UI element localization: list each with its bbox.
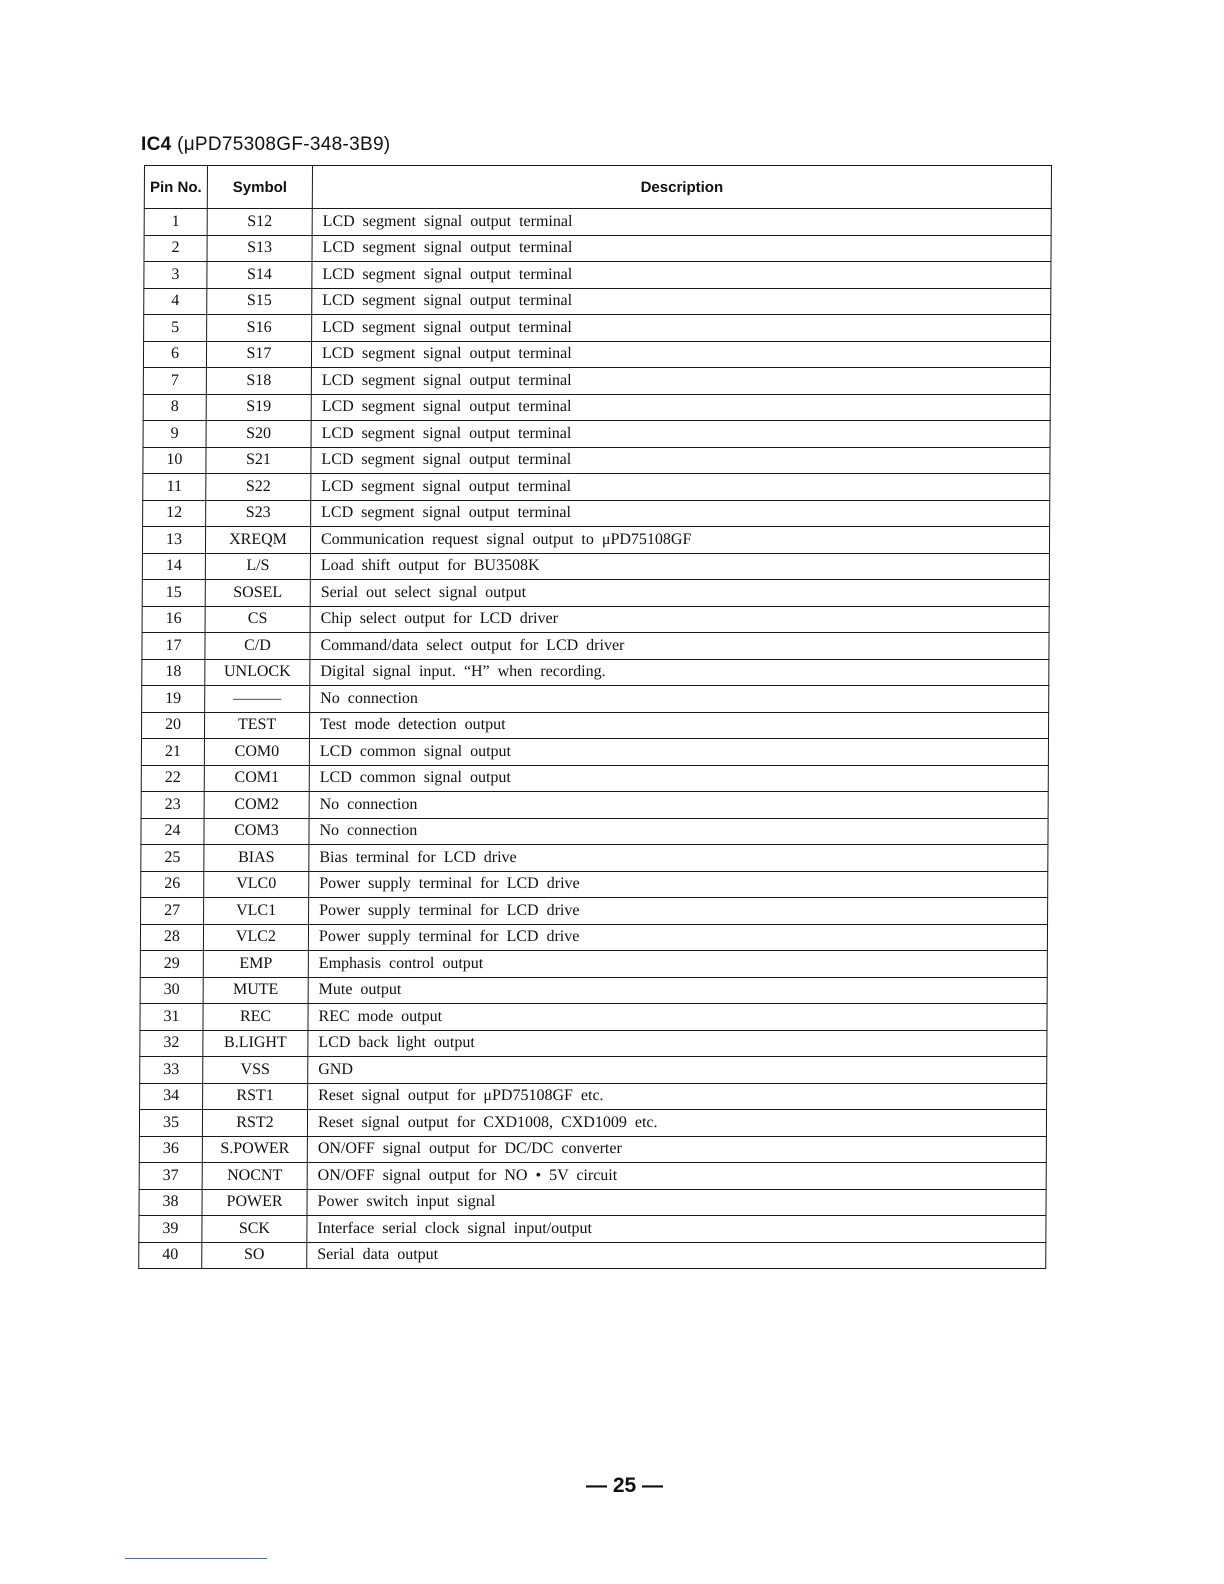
table-row (142, 527, 1049, 554)
pin-number-cell: 30 (140, 977, 203, 1004)
description-cell: No connection (309, 792, 1048, 819)
pin-number-cell: 38 (139, 1189, 202, 1216)
table-row (143, 368, 1050, 395)
table-header (144, 166, 1051, 209)
table-row (141, 871, 1048, 898)
pin-number-cell: 14 (142, 553, 205, 580)
description-cell: Serial out select signal output (310, 580, 1049, 607)
pin-number-cell: 8 (143, 394, 206, 421)
table-row (143, 394, 1050, 421)
pin-number-cell: 20 (141, 712, 204, 739)
description-cell: Mute output (308, 977, 1047, 1004)
pin-number-cell: 25 (141, 845, 204, 872)
symbol-cell: XREQM (205, 527, 310, 554)
symbol-cell: S18 (206, 368, 311, 395)
description-cell: Emphasis control output (308, 951, 1047, 978)
description-cell: Serial data output (307, 1242, 1046, 1269)
pin-number-cell: 31 (140, 1004, 203, 1031)
pin-number-cell: 18 (142, 659, 205, 686)
symbol-cell: S23 (206, 500, 311, 527)
table-row (141, 818, 1048, 845)
pin-number-cell: 35 (139, 1110, 202, 1137)
description-cell: No connection (310, 686, 1049, 713)
header-pin-no: Pin No. (144, 166, 207, 209)
description-cell: LCD segment signal output terminal (312, 209, 1051, 236)
pin-number-cell: 37 (139, 1163, 202, 1190)
symbol-cell: C/D (205, 633, 310, 660)
pin-number-cell: 36 (139, 1136, 202, 1163)
description-cell: Power supply terminal for LCD drive (309, 871, 1048, 898)
section-heading (141, 134, 390, 156)
table-row (142, 686, 1049, 713)
description-cell: LCD segment signal output terminal (311, 421, 1050, 448)
pin-number-cell: 4 (144, 288, 207, 315)
description-cell: No connection (309, 818, 1048, 845)
table-row (139, 1163, 1046, 1190)
pin-number-cell: 26 (141, 871, 204, 898)
description-cell: LCD segment signal output terminal (312, 262, 1051, 289)
description-cell: Digital signal input. “H” when recording. (310, 659, 1049, 686)
description-cell: LCD segment signal output terminal (311, 500, 1050, 527)
description-cell: Command/data select output for LCD driver (310, 633, 1049, 660)
pin-number-cell: 10 (143, 447, 206, 474)
header-symbol: Symbol (207, 166, 312, 209)
description-cell: LCD segment signal output terminal (311, 341, 1050, 368)
symbol-cell: VLC2 (203, 924, 308, 951)
table-row (141, 765, 1048, 792)
table-row (143, 447, 1050, 474)
table-row (141, 739, 1048, 766)
pin-number-cell: 5 (144, 315, 207, 342)
description-cell: Communication request signal output to μPD75108GF (310, 527, 1049, 554)
pin-number-cell: 24 (141, 818, 204, 845)
description-cell: GND (308, 1057, 1047, 1084)
table-row (140, 924, 1047, 951)
symbol-cell: RST1 (203, 1083, 308, 1110)
symbol-cell: L/S (205, 553, 310, 580)
table-row (141, 898, 1048, 925)
symbol-cell: S17 (206, 341, 311, 368)
heading-ic-label: IC4 (141, 134, 172, 155)
table-row (140, 1057, 1047, 1084)
pin-number-cell: 6 (143, 341, 206, 368)
table-row (141, 792, 1048, 819)
table-row (139, 1216, 1046, 1243)
description-cell: ON/OFF signal output for NO • 5V circuit (307, 1163, 1046, 1190)
table-row (140, 951, 1047, 978)
description-cell: Power switch input signal (307, 1189, 1046, 1216)
pin-number-cell: 34 (140, 1083, 203, 1110)
symbol-cell: S21 (206, 447, 311, 474)
symbol-cell: S19 (206, 394, 311, 421)
description-cell: Reset signal output for μPD75108GF etc. (308, 1083, 1047, 1110)
table-row (144, 209, 1051, 236)
symbol-cell: COM1 (204, 765, 309, 792)
symbol-cell: RST2 (202, 1110, 307, 1137)
description-cell: Bias terminal for LCD drive (309, 845, 1048, 872)
description-cell: Power supply terminal for LCD drive (308, 924, 1047, 951)
symbol-cell: S22 (206, 474, 311, 501)
symbol-cell: ——— (205, 686, 310, 713)
symbol-cell: SOSEL (205, 580, 310, 607)
symbol-cell: REC (203, 1004, 308, 1031)
description-cell: Interface serial clock signal input/output (307, 1216, 1046, 1243)
pin-number-cell: 2 (144, 235, 207, 262)
pin-number-cell: 3 (144, 262, 207, 289)
table-row (142, 659, 1049, 686)
table-row (141, 845, 1048, 872)
table-header-row (144, 166, 1051, 209)
table-row (140, 977, 1047, 1004)
symbol-cell: COM2 (204, 792, 309, 819)
symbol-cell: VLC1 (204, 898, 309, 925)
table-row (142, 633, 1049, 660)
table-row (143, 474, 1050, 501)
description-cell: LCD common signal output (309, 739, 1048, 766)
description-cell: Test mode detection output (309, 712, 1048, 739)
table-row (143, 500, 1050, 527)
header-description: Description (312, 166, 1051, 209)
symbol-cell: EMP (203, 951, 308, 978)
description-cell: REC mode output (308, 1004, 1047, 1031)
symbol-cell: S14 (207, 262, 312, 289)
table-body (139, 209, 1052, 1269)
pin-number-cell: 17 (142, 633, 205, 660)
symbol-cell: BIAS (204, 845, 309, 872)
pin-description-table (138, 165, 1052, 1269)
description-cell: Chip select output for LCD driver (310, 606, 1049, 633)
description-cell: LCD segment signal output terminal (311, 368, 1050, 395)
symbol-cell: S13 (207, 235, 312, 262)
pin-number-cell: 13 (142, 527, 205, 554)
symbol-cell: SO (202, 1242, 307, 1269)
pin-number-cell: 9 (143, 421, 206, 448)
pin-number-cell: 12 (143, 500, 206, 527)
description-cell: Power supply terminal for LCD drive (309, 898, 1048, 925)
description-cell: LCD segment signal output terminal (312, 235, 1051, 262)
symbol-cell: TEST (204, 712, 309, 739)
pin-number-cell: 22 (141, 765, 204, 792)
pin-number-cell: 11 (143, 474, 206, 501)
description-cell: LCD segment signal output terminal (311, 394, 1050, 421)
pin-number-cell: 15 (142, 580, 205, 607)
table-row (139, 1136, 1046, 1163)
symbol-cell: S16 (207, 315, 312, 342)
pin-number-cell: 27 (141, 898, 204, 925)
table-row (142, 553, 1049, 580)
pin-number-cell: 23 (141, 792, 204, 819)
symbol-cell: CS (205, 606, 310, 633)
table-row (140, 1030, 1047, 1057)
heading-part-number: (μPD75308GF-348-3B9) (177, 134, 391, 155)
table-row (144, 235, 1051, 262)
table-row (141, 712, 1048, 739)
table-row (140, 1004, 1047, 1031)
pin-number-cell: 40 (139, 1242, 202, 1269)
symbol-cell: S15 (207, 288, 312, 315)
table-row (139, 1242, 1046, 1269)
table-row (144, 262, 1051, 289)
symbol-cell: VSS (203, 1057, 308, 1084)
description-cell: LCD segment signal output terminal (311, 447, 1050, 474)
table-row (144, 315, 1051, 342)
description-cell: ON/OFF signal output for DC/DC converter (307, 1136, 1046, 1163)
description-cell: LCD segment signal output terminal (311, 474, 1050, 501)
table-row (143, 421, 1050, 448)
footer-rule (125, 1558, 267, 1559)
symbol-cell: POWER (202, 1189, 307, 1216)
pin-number-cell: 29 (140, 951, 203, 978)
symbol-cell: S20 (206, 421, 311, 448)
symbol-cell: S.POWER (202, 1136, 307, 1163)
table-row (143, 341, 1050, 368)
symbol-cell: SCK (202, 1216, 307, 1243)
pin-number-cell: 32 (140, 1030, 203, 1057)
pin-number-cell: 7 (143, 368, 206, 395)
table-row (144, 288, 1051, 315)
pin-number-cell: 1 (144, 209, 207, 236)
pin-number-cell: 16 (142, 606, 205, 633)
description-cell: LCD segment signal output terminal (312, 288, 1051, 315)
symbol-cell: NOCNT (202, 1163, 307, 1190)
symbol-cell: COM0 (204, 739, 309, 766)
table-row (139, 1189, 1046, 1216)
pin-number-cell: 28 (140, 924, 203, 951)
symbol-cell: S12 (207, 209, 312, 236)
page-number: — 25 — (586, 1474, 664, 1497)
symbol-cell: MUTE (203, 977, 308, 1004)
description-cell: LCD common signal output (309, 765, 1048, 792)
symbol-cell: B.LIGHT (203, 1030, 308, 1057)
table-row (142, 580, 1049, 607)
description-cell: LCD back light output (308, 1030, 1047, 1057)
table-row (142, 606, 1049, 633)
table-row (139, 1110, 1046, 1137)
pin-number-cell: 39 (139, 1216, 202, 1243)
pin-number-cell: 21 (141, 739, 204, 766)
symbol-cell: UNLOCK (205, 659, 310, 686)
pin-number-cell: 19 (142, 686, 205, 713)
table-row (140, 1083, 1047, 1110)
description-cell: LCD segment signal output terminal (312, 315, 1051, 342)
symbol-cell: COM3 (204, 818, 309, 845)
description-cell: Reset signal output for CXD1008, CXD1009 etc. (307, 1110, 1046, 1137)
description-cell: Load shift output for BU3508K (310, 553, 1049, 580)
pin-number-cell: 33 (140, 1057, 203, 1084)
symbol-cell: VLC0 (204, 871, 309, 898)
